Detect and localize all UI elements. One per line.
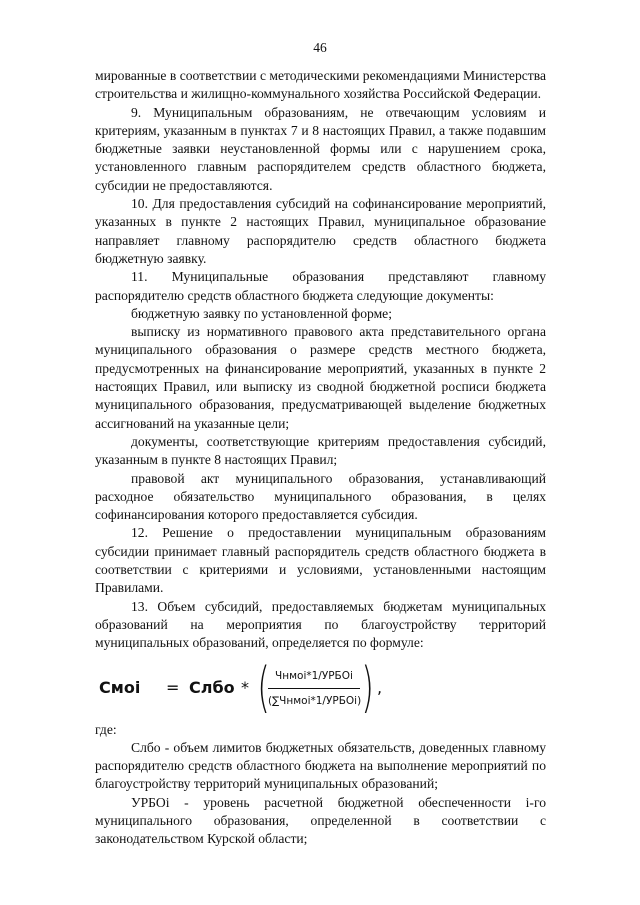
subsidy-formula bbox=[95, 655, 546, 719]
paragraph-11-item-budget-request: бюджетную заявку по установленной форме; bbox=[131, 305, 392, 321]
definition-slbo: Слбо - объем лимитов бюджетных обязательств, доведенных главному распорядителю средств областного бюджета на выполнение мероприятий по благоустройству территорий муниципальных образований; bbox=[95, 739, 546, 792]
formula-lhs: Смоi bbox=[99, 677, 141, 697]
paragraph-11-item-extract: выписку из нормативного правового акта представительного органа муниципального образования о размере средств местного бюджета, предусмотренных на финансирование мероприятий, указанных в пункте 2 настоящих Правил, или выписку из сводной бюджетной росписи бюджета муниципального образования, предусматривающей выделение бюджетных ассигнований на указанные цели; bbox=[95, 324, 546, 431]
paragraph-11: 11. Муниципальные образования представляют главному распорядителю средств областного бюджета следующие документы: bbox=[95, 269, 546, 303]
paragraph-11-item-documents: документы, соответствующие критериям предоставления субсидий, указанным в пункте 8 настоящих Правил; bbox=[95, 433, 546, 468]
document-body bbox=[95, 67, 546, 849]
paragraph-9: 9. Муниципальным образованиям, не отвечающим условиям и критериям, указанным в пунктах 7 и 8 настоящих Правил, а также подавшим бюджетные заявки неустановленной формы или с нарушением срока, установленного главным распорядителем средств областного бюджета, субсидии не предоставляются. bbox=[95, 104, 546, 193]
formula-fraction bbox=[268, 667, 360, 711]
formula-coefficient: Слбо bbox=[189, 677, 235, 697]
paragraph-11-item-legal-act: правовой акт муниципального образования, устанавливающий расходное обязательство муниципального образования, в целях софинансирования которого предоставляется субсидия. bbox=[95, 470, 546, 523]
formula-times: * bbox=[241, 677, 249, 697]
formula-tail: , bbox=[377, 677, 383, 697]
formula-paren-left: ( bbox=[257, 655, 270, 719]
where-label: где: bbox=[95, 721, 117, 737]
formula-paren-right: ) bbox=[361, 655, 374, 719]
formula-equals: = bbox=[166, 677, 180, 697]
paragraph-12: 12. Решение о предоставлении муниципальным образованиям субсидии принимает главный распорядитель средств областного бюджета в соответствии с критериями и условиями, установленными настоящим Правилами. bbox=[95, 525, 546, 596]
paragraph-13: 13. Объем субсидий, предоставляемых бюджетам муниципальных образований на мероприятия по благоустройству территорий муниципальных образований, определяется по формуле: bbox=[95, 598, 546, 651]
formula-denominator: (∑Чнмоi*1/УРБОi) bbox=[268, 694, 362, 707]
paragraph-10: 10. Для предоставления субсидий на софинансирование мероприятий, указанных в пункте 2 настоящих Правил, муниципальное образование направляет главному распорядителю средств областного бюджета бюджетную заявку. bbox=[95, 196, 546, 266]
page-number: 46 bbox=[313, 40, 327, 55]
definition-urbo: УРБОi - уровень расчетной бюджетной обеспеченности i-го муниципального образования, определенной в соответствии с законодательством Курской области; bbox=[95, 794, 546, 847]
formula-numerator: Чнмоi*1/УРБОi bbox=[268, 667, 360, 689]
paragraph-continuation: мированные в соответствии с методическими рекомендациями Министерства строительства и жилищно-коммунального хозяйства Российской Федерации. bbox=[95, 68, 546, 102]
